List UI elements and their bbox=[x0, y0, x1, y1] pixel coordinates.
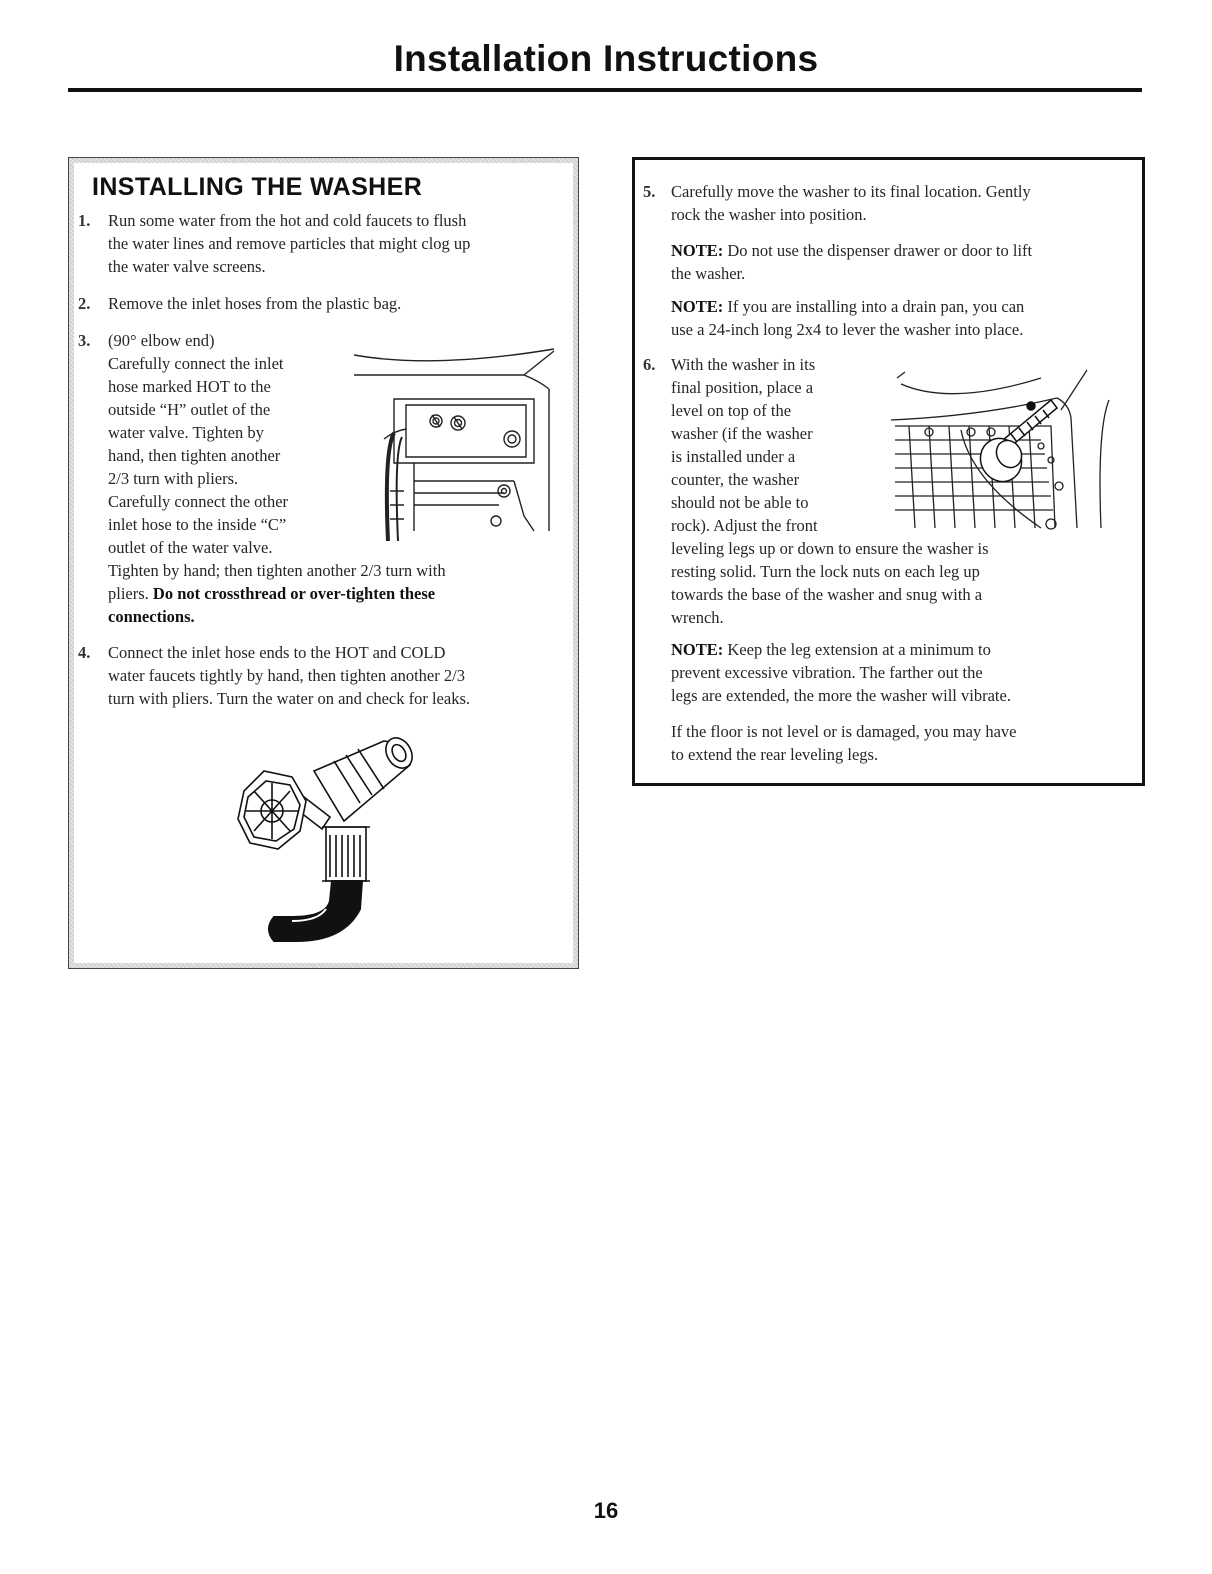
note-line bbox=[671, 239, 1141, 262]
step-text-line: final position, place a bbox=[671, 378, 814, 397]
step-text-line: 2/3 turn with pliers. bbox=[108, 469, 239, 488]
leveling-panel bbox=[632, 157, 1145, 786]
note-line: use a 24-inch long 2x4 to lever the washer into place. bbox=[671, 320, 1024, 339]
step-number: 5. bbox=[643, 182, 656, 201]
note-line: prevent excessive vibration. The farther out the bbox=[671, 663, 983, 682]
step-text-line: washer (if the washer bbox=[671, 424, 813, 443]
note-text: Keep the leg extension at a minimum to bbox=[727, 640, 991, 659]
step-text-line: outside “H” outlet of the bbox=[108, 400, 271, 419]
note-label: NOTE: bbox=[671, 297, 724, 316]
note-line bbox=[671, 638, 1141, 661]
step-2 bbox=[78, 292, 568, 315]
step-text-line: counter, the washer bbox=[671, 470, 800, 489]
step-text-line: With the washer in its bbox=[671, 355, 816, 374]
faucet-hose-illustration bbox=[234, 731, 434, 951]
section-heading: INSTALLING THE WASHER bbox=[92, 173, 423, 201]
step-number: 3. bbox=[78, 331, 91, 350]
step-text-line: Remove the inlet hoses from the plastic bag. bbox=[108, 294, 402, 313]
step-5 bbox=[643, 180, 1133, 226]
note-line: legs are extended, the more the washer will vibrate. bbox=[671, 686, 1011, 705]
step-text-line: wrench. bbox=[671, 608, 724, 627]
step-text-line: hand, then tighten another bbox=[108, 446, 281, 465]
step-text-line: towards the base of the washer and snug with a bbox=[671, 585, 983, 604]
step-text-line: hose marked HOT to the bbox=[108, 377, 271, 396]
step-number: 1. bbox=[78, 211, 91, 230]
step-text-line: Carefully connect the other bbox=[108, 492, 289, 511]
note-text: If you are installing into a drain pan, you can bbox=[727, 297, 1025, 316]
note-text: Do not use the dispenser drawer or door to lift bbox=[727, 241, 1033, 260]
step-text-line: inlet hose to the inside “C” bbox=[108, 515, 287, 534]
step-text-line: Carefully connect the inlet bbox=[108, 354, 284, 373]
page-title: Installation Instructions bbox=[393, 38, 819, 79]
step-text-line: Tighten by hand; then tighten another 2/3 turn with bbox=[108, 561, 446, 580]
step-number: 2. bbox=[78, 294, 91, 313]
step-number: 4. bbox=[78, 643, 91, 662]
note-2 bbox=[671, 295, 1141, 341]
step-text-line: Connect the inlet hose ends to the HOT and COLD bbox=[108, 643, 446, 662]
note-label: NOTE: bbox=[671, 241, 724, 260]
step-text-line: (90° elbow end) bbox=[108, 331, 215, 350]
step-text-line: water faucets tightly by hand, then tighten another 2/3 bbox=[108, 666, 465, 685]
step-text: pliers. bbox=[108, 584, 149, 603]
note-line bbox=[671, 295, 1141, 318]
step-number: 6. bbox=[643, 355, 656, 374]
step-text-line: rock). Adjust the front bbox=[671, 516, 818, 535]
title-rule bbox=[68, 88, 1142, 92]
floor-note bbox=[671, 720, 1141, 766]
step-text-line: leveling legs up or down to ensure the washer is bbox=[671, 539, 989, 558]
step-4 bbox=[78, 641, 568, 710]
installing-washer-panel bbox=[68, 157, 579, 969]
step-text-line: should not be able to bbox=[671, 493, 809, 512]
step-text-line: Carefully move the washer to its final location. Gently bbox=[671, 182, 1031, 201]
step-text-line: the water valve screens. bbox=[108, 257, 266, 276]
step-text-line: level on top of the bbox=[671, 401, 792, 420]
para-line: to extend the rear leveling legs. bbox=[671, 745, 879, 764]
step-text-line: is installed under a bbox=[671, 447, 796, 466]
step-text-line: resting solid. Turn the lock nuts on each leg up bbox=[671, 562, 980, 581]
note-1 bbox=[671, 239, 1141, 285]
para-line: If the floor is not level or is damaged, you may have bbox=[671, 722, 1017, 741]
step-text-line: the water lines and remove particles that might clog up bbox=[108, 234, 471, 253]
warning-text: connections. bbox=[108, 607, 195, 626]
step-1 bbox=[78, 209, 568, 278]
note-line: the washer. bbox=[671, 264, 746, 283]
panel-left-inner bbox=[74, 163, 573, 963]
leveling-leg-illustration bbox=[891, 370, 1111, 530]
step-text-line: Run some water from the hot and cold faucets to flush bbox=[108, 211, 467, 230]
step-text-line: water valve. Tighten by bbox=[108, 423, 264, 442]
note-3 bbox=[671, 638, 1141, 707]
step-text-line bbox=[108, 582, 568, 605]
page-number: 16 bbox=[593, 1498, 619, 1523]
warning-text: Do not crossthread or over-tighten these bbox=[152, 584, 436, 603]
step-text-line: outlet of the water valve. bbox=[108, 538, 273, 557]
washer-valve-illustration bbox=[354, 341, 554, 541]
step-text-line: rock the washer into position. bbox=[671, 205, 867, 224]
note-label: NOTE: bbox=[671, 640, 724, 659]
step-text-line: turn with pliers. Turn the water on and check for leaks. bbox=[108, 689, 471, 708]
